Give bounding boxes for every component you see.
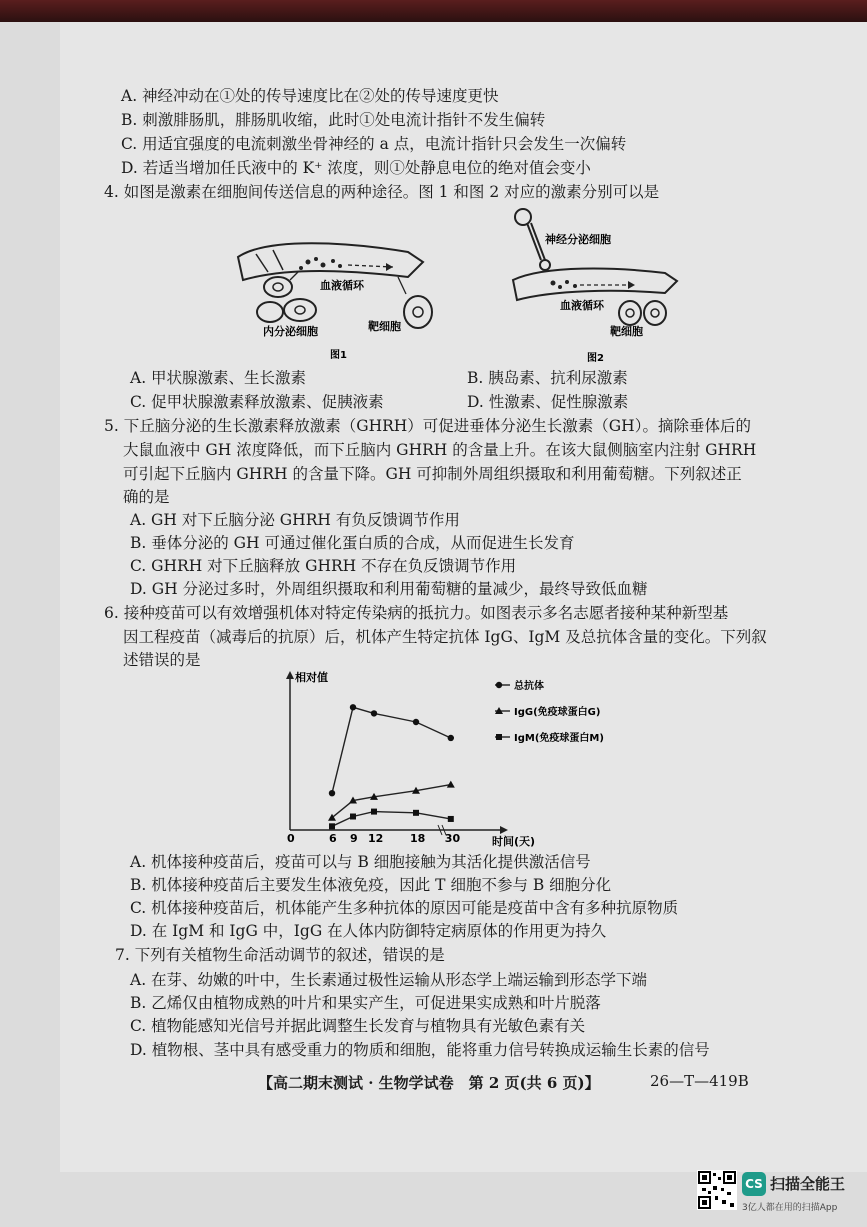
q4-option-d: D. 性激素、促性腺激素 [467, 393, 629, 411]
q5-option-a: A. GH 对下丘脑分泌 GHRH 有负反馈调节作用 [130, 511, 460, 529]
chart-point [413, 719, 419, 725]
chart-point [350, 814, 356, 820]
chart-series-line [332, 707, 451, 793]
q3-option-d: D. 若适当增加任氏液中的 K⁺ 浓度，则①处静息电位的绝对值会变小 [121, 159, 591, 177]
legend-label: IgG(免疫球蛋白G) [514, 707, 601, 718]
chart-point [413, 810, 419, 816]
chart-x-tick: 6 [329, 832, 337, 845]
q4-option-b: B. 胰岛素、抗利尿激素 [467, 369, 628, 387]
q6-option-d: D. 在 IgM 和 IgG 中，IgG 在人体内防御特定病原体的作用更为持久 [130, 922, 607, 940]
q4-option-a: A. 甲状腺激素、生长激素 [130, 369, 307, 387]
chart-point [448, 816, 454, 822]
chart-y-label: 相对值 [295, 671, 328, 684]
q5-option-c: C. GHRH 对下丘脑释放 GHRH 不存在负反馈调节作用 [130, 557, 517, 575]
chart-point [371, 809, 377, 815]
chart-point [447, 781, 455, 788]
q5-stem-line3: 可引起下丘脑内 GHRH 的含量下降。GH 可抑制外周组织摄取和利用葡萄糖。下列叙述正 [123, 465, 742, 483]
antibody-chart [262, 665, 642, 855]
q7-option-d: D. 植物根、茎中具有感受重力的物质和细胞，能将重力信号转换成运输生长素的信号 [130, 1041, 710, 1059]
q6-option-b: B. 机体接种疫苗后主要发生体液免疫，因此 T 细胞不参与 B 细胞分化 [130, 876, 612, 894]
q5-stem-line2: 大鼠血液中 GH 浓度降低，而下丘脑内 GHRH 的含量上升。在该大鼠侧脑室内注射 GHRH [123, 441, 757, 459]
exam-code: 26—T—419B [650, 1072, 749, 1090]
chart-x-tick: 9 [350, 832, 358, 845]
q5-option-d: D. GH 分泌过多时，外周组织摄取和利用葡萄糖的量减少，最终导致低血糖 [130, 580, 648, 598]
chart-point [371, 710, 377, 716]
q6-option-a: A. 机体接种疫苗后，疫苗可以与 B 细胞接触为其活化提供激活信号 [130, 853, 591, 871]
qr-code-icon [697, 1170, 737, 1210]
chart-axes [286, 671, 508, 835]
q6-stem-line3: 述错误的是 [123, 651, 201, 669]
chart-x-tick: 18 [410, 832, 426, 845]
q6-stem-line2: 因工程疫苗（减毒后的抗原）后，机体产生特定抗体 IgG、IgM 及总抗体含量的变化。下列叙 [123, 628, 767, 646]
fig2-neuro-label: 神经分泌细胞 [545, 233, 611, 246]
top-dark-strip [0, 0, 867, 22]
figure-1-diagram [228, 232, 458, 362]
chart-x-label: 时间(天) [492, 835, 536, 848]
chart-x-tick: 12 [368, 832, 384, 845]
chart-point [496, 734, 502, 740]
q6-option-c: C. 机体接种疫苗后，机体能产生多种抗体的原因可能是疫苗中含有多种抗原物质 [130, 899, 679, 917]
fig1-endocrine-label: 内分泌细胞 [263, 325, 318, 338]
legend-label: IgM(免疫球蛋白M) [514, 733, 604, 744]
fig2-target-label: 靶细胞 [610, 325, 643, 338]
q5-stem-line4: 确的是 [123, 488, 170, 506]
q3-option-c: C. 用适宜强度的电流刺激坐骨神经的 a 点，电流计指针只会发生一次偏转 [121, 135, 627, 153]
chart-point [329, 790, 335, 796]
fig1-blood-label: 血液循环 [320, 279, 364, 292]
chart-point [496, 682, 502, 688]
q7-stem: 7. 下列有关植物生命活动调节的叙述，错误的是 [115, 946, 445, 964]
fig1-target-label: 靶细胞 [368, 320, 401, 333]
q5-stem-line1: 5. 下丘脑分泌的生长激素释放激素（GHRH）可促进垂体分泌生长激素（GH）。摘除垂体后的 [104, 417, 751, 435]
fig1-caption: 图1 [330, 350, 347, 361]
chart-point [329, 823, 335, 829]
scanner-logo: CS [742, 1172, 766, 1196]
scanner-tagline: 3亿人都在用的扫描App [742, 1203, 838, 1213]
q5-option-b: B. 垂体分泌的 GH 可通过催化蛋白质的合成，从而促进生长发育 [130, 534, 575, 552]
fig2-blood-label: 血液循环 [560, 299, 604, 312]
q4-stem: 4. 如图是激素在细胞间传送信息的两种途径。图 1 和图 2 对应的激素分别可以是 [104, 183, 660, 201]
q6-stem-line1: 6. 接种疫苗可以有效增强机体对特定传染病的抵抗力。如图表示多名志愿者接种某种新型基 [104, 604, 729, 622]
chart-point [448, 735, 454, 741]
q3-option-b: B. 刺激腓肠肌，腓肠肌收缩，此时①处电流计指针不发生偏转 [121, 111, 546, 129]
chart-x-tick: 30 [444, 832, 461, 845]
q7-option-c: C. 植物能感知光信号并据此调整生长发育与植物具有光敏色素有关 [130, 1017, 586, 1035]
q3-option-a: A. 神经冲动在①处的传导速度比在②处的传导速度更快 [121, 87, 499, 105]
figure-2-diagram [505, 205, 695, 365]
chart-x-tick: 0 [287, 832, 295, 845]
page-footer: 【高二期末测试 · 生物学试卷 第 2 页(共 6 页)】 [258, 1074, 600, 1092]
chart-point [350, 704, 356, 710]
fig2-caption: 图2 [587, 353, 604, 364]
q7-option-a: A. 在芽、幼嫩的叶中，生长素通过极性运输从形态学上端运输到形态学下端 [130, 971, 648, 989]
q4-option-c: C. 促甲状腺激素释放激素、促胰液素 [130, 393, 384, 411]
scanner-app-name: 扫描全能王 [770, 1175, 846, 1193]
q7-option-b: B. 乙烯仅由植物成熟的叶片和果实产生，可促进果实成熟和叶片脱落 [130, 994, 601, 1012]
chart-series-line [332, 812, 451, 827]
legend-label: 总抗体 [514, 681, 544, 692]
